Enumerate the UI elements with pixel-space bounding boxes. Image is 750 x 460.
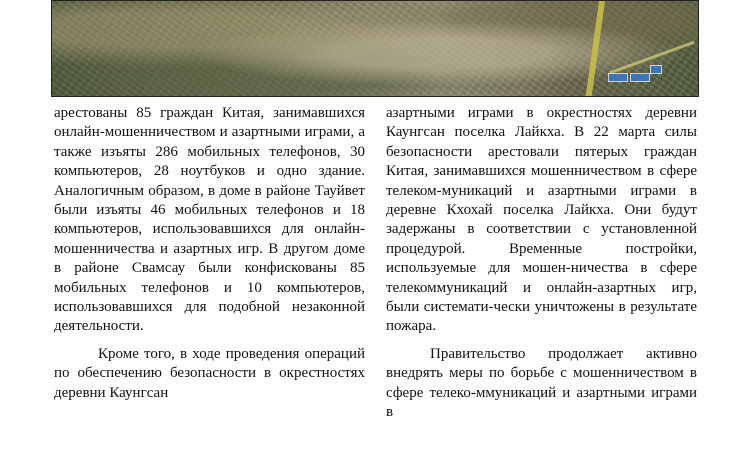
paragraph: Правительство продолжает активно внедрять меры по борьбе с мошенничеством в сфере телеко-ммуникаций и азартными играми в — [386, 345, 697, 421]
paragraph: Кроме того, в ходе проведения операций по обеспечению безопасности в окрестностях деревни Каунгсан — [54, 345, 365, 401]
article-column-left — [54, 104, 365, 403]
paragraph: арестованы 85 граждан Китая, занимавшихся онлайн-мошенничеством и азартными играми, а также изъяты 286 мобильных телефонов, 30 компьютеров, 28 ноутбуков и одно здание. Аналогичным образом, в доме в районе Тауйвет были изъяты 46 мобильных телефонов и 18 компьютеров, использовавшихся для онлайн-мошенничества и азартных игр. В другом доме в районе Свамсау были конфискованы 85 мобильных телефонов и 10 компьютеров, использовавшихся для подобной незаконной деятельности. — [54, 105, 365, 335]
satellite-map-image — [51, 0, 699, 97]
map-place-marker — [608, 73, 628, 82]
map-place-marker — [650, 65, 662, 74]
map-place-marker — [630, 73, 650, 82]
map-road — [584, 0, 607, 97]
article-column-right — [386, 104, 697, 423]
paragraph: азартными играми в окрестностях деревни Каунгсан поселка Лайкха. В 22 марта силы безопасности арестовали пятерых граждан Китая, занимавшихся мошенничеством в сфере телеком-муникаций и азартными играми в деревне Кхохай поселка Лайкха. Они будут задержаны в соответствии с установленной процедурой. Временные постройки, используемые для мошен-ничества в сфере телекоммуникаций и онлайн-азартных игр, были системати-чески уничтожены в результате пожара. — [386, 105, 697, 335]
